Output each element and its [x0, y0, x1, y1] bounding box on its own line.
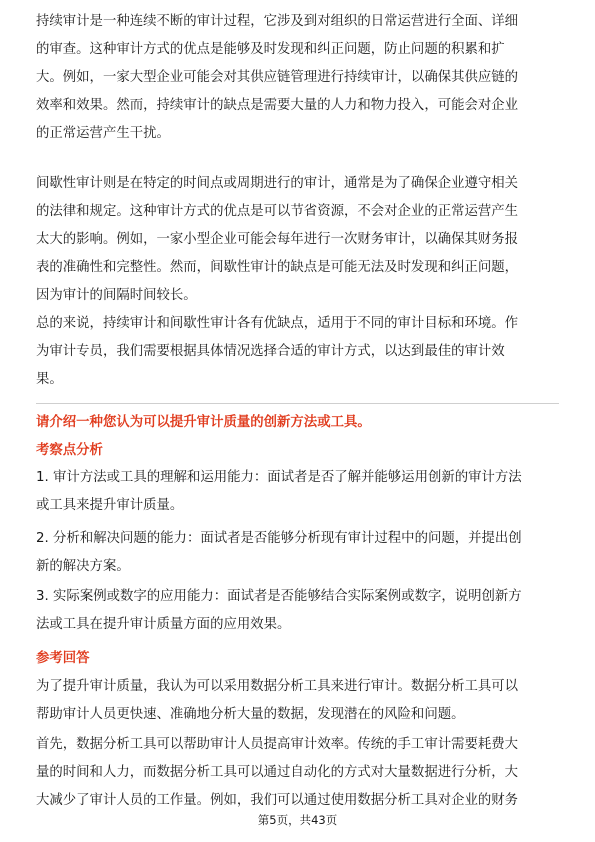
text-line: 帮助审计人员更快速、准确地分析大量的数据，发现潜在的风险和问题。 [36, 707, 465, 722]
text-line: 2. 分析和解决问题的能力：面试者是否能够分析现有审计过程中的问题，并提出创 [36, 531, 522, 546]
text-line: 的正常运营产生干扰。 [36, 126, 170, 141]
text-line: 首先，数据分析工具可以帮助审计人员提高审计效率。传统的手工审计需要耗费大 [36, 737, 519, 752]
paragraph-summary [36, 310, 518, 394]
text-line: 因为审计的间隔时间较长。 [36, 288, 197, 303]
paragraph-intermittent-audit [36, 170, 518, 310]
section-divider [36, 403, 559, 404]
text-line: 3. 实际案例或数字的应用能力：面试者是否能够结合实际案例或数字，说明创新方 [36, 589, 522, 604]
paragraph-continuous-audit [36, 8, 518, 148]
analysis-item [36, 583, 522, 639]
text-line: 间歇性审计则是在特定的时间点或周期进行的审计，通常是为了确保企业遵守相关 [36, 176, 519, 191]
answer-paragraph [36, 673, 518, 729]
text-line: 表的准确性和完整性。然而，间歇性审计的缺点是可能无法及时发现和纠正问题， [36, 260, 519, 275]
text-line: 或工具来提升审计质量。 [36, 498, 184, 513]
text-line: 法或工具在提升审计质量方面的应用效果。 [36, 617, 291, 632]
text-line: 新的解决方案。 [36, 559, 130, 574]
text-line: 总的来说，持续审计和间歇性审计各有优缺点，适用于不同的审计目标和环境。作 [36, 316, 519, 331]
text-line: 的法律和规定。这种审计方式的优点是可以节省资源，不会对企业的正常运营产生 [36, 204, 519, 219]
text-line: 1. 审计方法或工具的理解和运用能力：面试者是否了解并能够运用创新的审计方法 [36, 470, 522, 485]
text-line: 大减少了审计人员的工作量。例如，我们可以通过使用数据分析工具对企业的财务 [36, 793, 519, 808]
text-line: 为了提升审计质量，我认为可以采用数据分析工具来进行审计。数据分析工具可以 [36, 679, 519, 694]
question-title: 请介绍一种您认为可以提升审计质量的创新方法或工具。 [36, 415, 371, 430]
analysis-heading: 考察点分析 [36, 443, 103, 458]
text-line: 太大的影响。例如，一家小型企业可能会每年进行一次财务审计，以确保其财务报 [36, 232, 519, 247]
analysis-item [36, 464, 522, 520]
page-number: 第5页，共43页 [257, 813, 338, 827]
text-line: 持续审计是一种连续不断的审计过程，它涉及到对组织的日常运营进行全面、详细 [36, 14, 519, 29]
text-line: 的审查。这种审计方式的优点是能够及时发现和纠正问题，防止问题的积累和扩 [36, 42, 505, 57]
text-line: 果。 [36, 372, 63, 387]
text-line: 为审计专员，我们需要根据具体情况选择合适的审计方式，以达到最佳的审计效 [36, 344, 505, 359]
text-line: 大。例如，一家大型企业可能会对其供应链管理进行持续审计，以确保其供应链的 [36, 70, 519, 85]
answer-paragraph [36, 731, 518, 815]
analysis-item [36, 525, 522, 581]
text-line: 量的时间和人力，而数据分析工具可以通过自动化的方式对大量数据进行分析，大 [36, 765, 519, 780]
answer-heading: 参考回答 [36, 651, 90, 666]
text-line: 效率和效果。然而，持续审计的缺点是需要大量的人力和物力投入，可能会对企业 [36, 98, 519, 113]
